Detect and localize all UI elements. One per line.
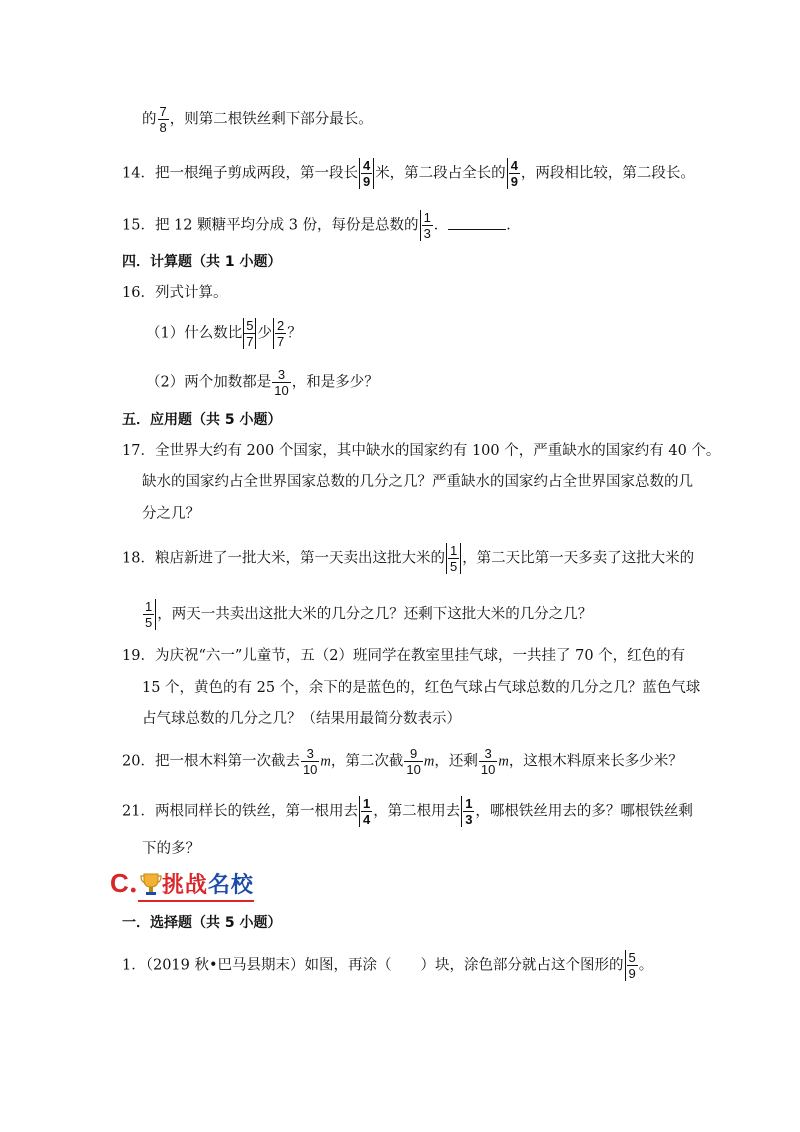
- banner-title: 挑战名校: [161, 873, 254, 898]
- question-14: 14．把一根绳子剪成两段，第一段长 $\frac{4}{9}$ 米，第二段占全长的 $\frac{4}{9}$ ，两段相比较，第二段长。: [122, 158, 695, 189]
- fraction: $\frac{5}{9}$: [625, 950, 638, 981]
- question-19-line-1: 19．为庆祝“六一”儿童节，五（2）班同学在教室里挂气球，一共挂了 70 个，红色的有: [122, 648, 686, 664]
- fraction: $\frac{1}{5}$: [446, 543, 461, 574]
- answer-blank: [448, 215, 506, 230]
- question-16: 16．列式计算。: [122, 285, 228, 301]
- banner-underline: [138, 900, 254, 902]
- fraction: $\frac{3}{10}$: [302, 746, 318, 777]
- question-18-line-1: 18．粮店新进了一批大米，第一天卖出这批大米的 $\frac{1}{5}$ ，第二天比第一天多卖了这批大米的: [122, 543, 695, 574]
- fraction: $\frac{4}{9}$: [507, 158, 520, 189]
- section-heading-4: 四．计算题（共 1 小题）: [122, 254, 282, 270]
- question-18-line-2: $\frac{1}{5}$ ，两天一共卖出这批大米的几分之几？还剩下这批大米的几分之几？: [145, 599, 593, 630]
- fraction: $\frac{1}{5}$: [143, 599, 156, 630]
- question-17-line-2: 缺水的国家约占全世界国家总数的几分之几？严重缺水的国家约占全世界国家总数的几: [142, 474, 693, 490]
- fraction: $\frac{3}{10}$: [480, 746, 496, 777]
- challenge-banner: [110, 868, 254, 899]
- trophy-icon: [140, 871, 162, 897]
- question-17-line-1: 17．全世界大约有 200 个国家，其中缺水的国家约有 100 个，严重缺水的国家约有 40 个。: [122, 443, 721, 459]
- question-21-line-1: 21．两根同样长的铁丝，第一根用去 $\frac{1}{4}$ ，第二根用去 $\frac{1}{3}$ ，哪根铁丝用去的多？哪根铁丝剩: [122, 796, 693, 827]
- section-heading-1: 一．选择题（共 5 小题）: [122, 915, 282, 931]
- fraction: $\frac{1}{4}$: [359, 796, 372, 827]
- fraction: $\frac{5}{7}$: [243, 318, 256, 349]
- fraction: $\frac{3}{10}$: [274, 367, 289, 398]
- question-16-part-1: （1）什么数比 $\frac{5}{7}$ 少 $\frac{2}{7}$ ？: [146, 318, 302, 349]
- question-15: 15．把 12 颗糖平均分成 3 份，每份是总数的 $\frac{1}{3}$ ． ．: [122, 210, 521, 241]
- fraction: $\frac{9}{10}$: [406, 746, 421, 777]
- q13-continuation: 的 $\frac{7}{8}$ ，则第二根铁丝剩下部分最长。: [142, 104, 373, 135]
- question-21-line-2: 下的多？: [142, 841, 200, 857]
- question-16-part-2: （2）两个加数都是 $\frac{3}{10}$ ，和是多少？: [146, 367, 379, 398]
- question-17-line-3: 分之几？: [142, 506, 200, 522]
- fraction: $\frac{4}{9}$: [359, 158, 374, 189]
- banner-letter: C: [110, 868, 129, 898]
- section-heading-5: 五．应用题（共 5 小题）: [122, 412, 282, 428]
- question-1: 1．（2019 秋•巴马县期末）如图，再涂（ ）块，涂色部分就占这个图形的 $\frac{5}{9}$ 。: [122, 950, 654, 981]
- question-19-line-3: 占气球总数的几分之几？（结果用最简分数表示）: [142, 711, 461, 727]
- question-19-line-2: 15 个，黄色的有 25 个，余下的是蓝色的，红色气球占气球总数的几分之几？蓝色气球: [142, 680, 701, 696]
- fraction: $\frac{1}{3}$: [461, 796, 474, 827]
- question-20: 20．把一根木料第一次截去 $\frac{3}{10}$ m，第二次截 $\frac{9}{10}$ m，还剩 $\frac{3}{10}$ m，这根木料原来长多少米？: [122, 746, 683, 777]
- fraction: $\frac{7}{8}$: [159, 104, 167, 135]
- fraction: $\frac{1}{3}$: [420, 210, 433, 241]
- banner-dot: .: [128, 868, 138, 899]
- fraction: $\frac{2}{7}$: [273, 318, 286, 349]
